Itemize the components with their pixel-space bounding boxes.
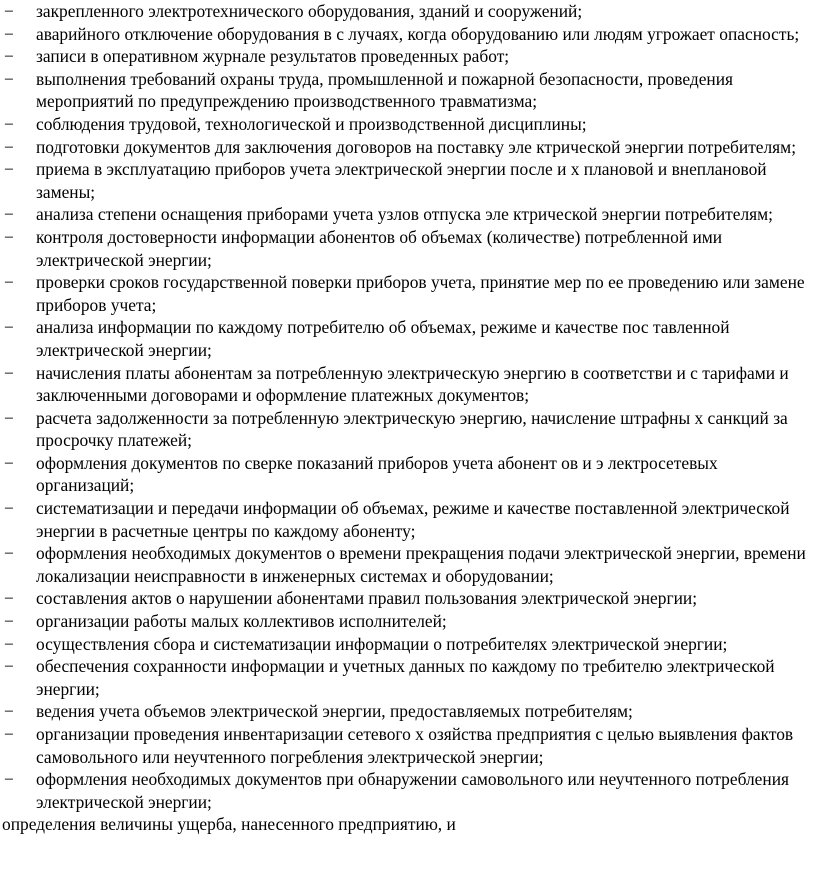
list-item-text: аварийного отключение оборудования в с лучаях, когда оборудованию или людям угрожает опасность; bbox=[36, 23, 800, 44]
list-item bbox=[0, 610, 816, 633]
dash-bullet-icon: − bbox=[4, 656, 14, 677]
list-item-text: анализа степени оснащения приборами учета узлов отпуска эле ктрической энергии потребителям; bbox=[36, 204, 774, 225]
list-item bbox=[0, 655, 816, 700]
list-item bbox=[0, 68, 816, 113]
list-item-text: подготовки документов для заключения договоров на поставку эле ктрической энергии потребителям; bbox=[36, 136, 797, 157]
dash-bullet-icon: − bbox=[4, 136, 14, 157]
list-item bbox=[0, 316, 816, 361]
dash-bullet-icon: − bbox=[4, 407, 14, 428]
list-item-text: оформления документов по сверке показаний приборов учета абонент ов и э лектросетевых организаций; bbox=[36, 452, 723, 496]
list-item bbox=[0, 203, 816, 226]
dash-bullet-icon: − bbox=[4, 317, 14, 338]
list-item bbox=[0, 542, 816, 587]
list-item bbox=[0, 633, 816, 656]
list-item bbox=[0, 0, 816, 23]
dash-bullet-icon: − bbox=[4, 23, 14, 44]
list-item-text: записи в оперативном журнале результатов проведенных работ; bbox=[36, 46, 510, 67]
list-item bbox=[0, 700, 816, 723]
dash-bullet-icon: − bbox=[4, 611, 14, 632]
list-item bbox=[0, 113, 816, 136]
list-item bbox=[0, 271, 816, 316]
list-item-text: контроля достоверности информации абонентов об объемах (количестве) потребленной ими электрической энергии; bbox=[36, 226, 727, 270]
final-line: определения величины ущерба, нанесенного предприятию, и bbox=[2, 814, 456, 835]
dash-bullet-icon: − bbox=[4, 543, 14, 564]
list-item-text: закрепленного электротехнического оборудования, зданий и сооружений; bbox=[36, 1, 583, 21]
list-item-text: организации работы малых коллективов исполнителей; bbox=[36, 611, 447, 632]
dash-bullet-icon: − bbox=[4, 724, 14, 744]
dash-bullet-icon: − bbox=[4, 226, 14, 247]
list-item bbox=[0, 768, 816, 813]
list-item bbox=[0, 497, 816, 542]
list-item bbox=[0, 158, 816, 203]
dash-bullet-icon: − bbox=[4, 1, 14, 21]
list-item-text: выполнения требований охраны труда, промышленной и пожарной безопасности, проведения мероприятий по предупреждению производственного травматизма; bbox=[36, 68, 738, 112]
list-item bbox=[0, 45, 816, 68]
list-item bbox=[0, 723, 816, 768]
list-item-text: обеспечения сохранности информации и учетных данных по каждому по требителю электрической энергии; bbox=[36, 656, 779, 699]
list-item-text: систематизации и передачи информации об объемах, режиме и качестве поставленной электрической энергии в расчетные центры по каждому абоненту; bbox=[36, 498, 794, 541]
dash-bullet-icon: − bbox=[4, 362, 14, 383]
list-item-text: проверки сроков государственной поверки приборов учета, принятие мер по ее проведению или замене приборов учета; bbox=[36, 272, 810, 315]
list-item bbox=[0, 136, 816, 159]
list-item-text: начисления платы абонентам за потребленную электрическую энергию в соответстви и с тарифами и заключенными договорами и оформление платежных документов; bbox=[36, 362, 794, 406]
list-item bbox=[0, 407, 816, 452]
list-item bbox=[0, 23, 816, 46]
dash-bullet-icon: − bbox=[4, 46, 14, 67]
list-item-text: оформления необходимых документов о времени прекращения подачи электрической энергии, времени локализации неисправности в инженерных системах и оборудовании; bbox=[36, 543, 811, 586]
list-item-text: ведения учета объемов электрической энергии, предоставляемых потребителям; bbox=[36, 701, 633, 722]
dash-bullet-icon: − bbox=[4, 633, 14, 654]
dash-bullet-icon: − bbox=[4, 68, 14, 89]
list-item-text: осуществления сбора и систематизации информации о потребителях электрической энергии; bbox=[36, 633, 728, 654]
dash-bullet-icon: − bbox=[4, 769, 14, 790]
dash-bullet-icon: − bbox=[4, 204, 14, 225]
dash-bullet-icon: − bbox=[4, 701, 14, 722]
list-item-text: организации проведения инвентаризации сетевого х озяйства предприятия с целью выявления фактов самовольного или неучтенного погребления электрической энергии; bbox=[36, 724, 798, 767]
dash-bullet-icon: − bbox=[4, 113, 14, 134]
list-item bbox=[0, 362, 816, 407]
list-item-text: составления актов о нарушении абонентами правил пользования электрической энергии; bbox=[36, 588, 698, 609]
dash-bullet-icon: − bbox=[4, 588, 14, 609]
dash-bullet-icon: − bbox=[4, 272, 14, 293]
dash-bullet-icon: − bbox=[4, 452, 14, 473]
list-item bbox=[0, 226, 816, 271]
list-item bbox=[0, 587, 816, 610]
list-item bbox=[0, 452, 816, 497]
list-item-text: расчета задолженности за потребленную электрическую энергию, начисление штрафны х санкций за просрочку платежей; bbox=[36, 407, 793, 451]
dash-bullet-icon: − bbox=[4, 498, 14, 519]
list-item-text: приема в эксплуатацию приборов учета электрической энергии после и х плановой и внеплановой замены; bbox=[36, 159, 771, 202]
dash-bullet-icon: − bbox=[4, 159, 14, 180]
list-item-text: анализа информации по каждому потребителю об объемах, режиме и качестве пос тавленной электрической энергии; bbox=[36, 317, 734, 360]
list-item-text: соблюдения трудовой, технологической и производственной дисциплины; bbox=[36, 113, 587, 134]
list-item-text: оформления необходимых документов при обнаружении самовольного или неучтенного потребления электрической энергии; bbox=[36, 769, 794, 812]
